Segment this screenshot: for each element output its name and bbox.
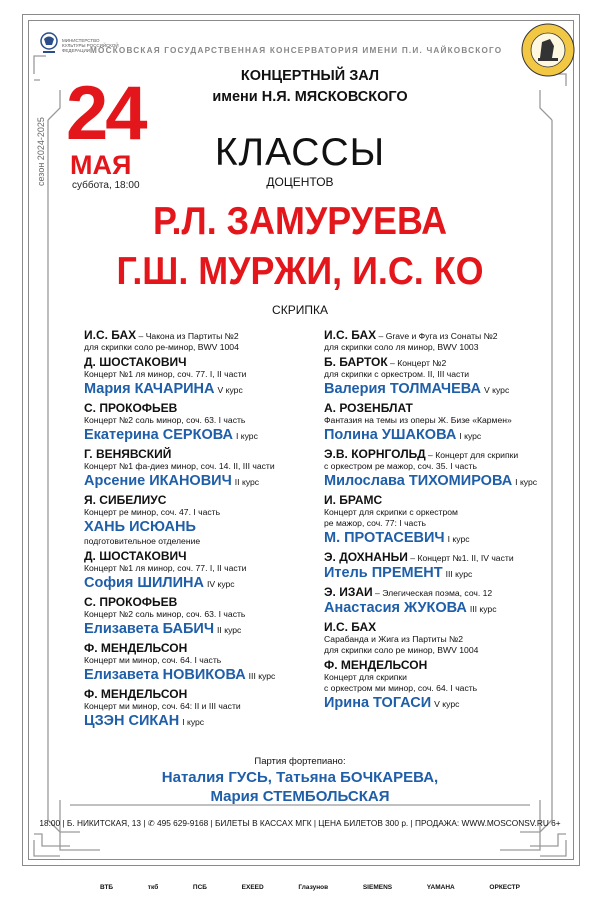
date-month: МАЯ (70, 150, 132, 180)
ministry-emblem-icon (38, 30, 60, 56)
performer-name: ЦЗЭН СИКАН (84, 713, 180, 729)
work-inline: – Элегическая поэма, соч. 12 (372, 588, 493, 598)
work-inline: – Концерт для скрипки (425, 450, 519, 460)
program-item (84, 687, 324, 731)
program-item (324, 658, 564, 713)
performer-name: Елизавета БАБИЧ (84, 621, 215, 637)
performer-course: V курс (217, 385, 243, 395)
performer-course: III курс (469, 604, 497, 614)
composer-line (324, 550, 564, 564)
composer-line (324, 328, 564, 342)
performer-name: Екатерина СЕРКОВА (84, 427, 233, 443)
hall-name-line1: КОНЦЕРТНЫЙ ЗАЛ (240, 68, 380, 84)
work-title: для скрипки соло ре минор, BWV 1004 (324, 645, 479, 655)
work-title: Концерт №1 фа-диез минор, соч. 14. II, III части (84, 461, 275, 471)
performer-name: София ШИЛИНА (84, 575, 204, 591)
program-item (84, 493, 324, 547)
performer-name: Валерия ТОЛМАЧЕВА (324, 381, 481, 397)
sponsor-logo: SIEMENS (362, 883, 393, 891)
composer-name: Б. БАРТОК (324, 355, 388, 369)
performer-line (324, 380, 564, 399)
work-title: для скрипки соло ре-минор, BWV 1004 (84, 342, 239, 352)
program-item (324, 355, 564, 399)
piano-performers (120, 768, 480, 806)
performer-name: Елизавета НОВИКОВА (84, 667, 246, 683)
composer-line (324, 493, 564, 507)
composer-name: Ф. МЕНДЕЛЬСОН (84, 687, 188, 701)
composer-line (324, 447, 564, 461)
program-item (84, 595, 324, 639)
work-title: Концерт ми минор, соч. 64: II и III части (84, 701, 241, 711)
composer-name: С. ПРОКОФЬЕВ (84, 595, 178, 609)
sponsor-logo: EXEED (241, 883, 264, 891)
composer-line (324, 355, 564, 369)
program-item (84, 447, 324, 491)
performer-course: I курс (182, 717, 205, 727)
performer-course: I курс (447, 534, 470, 544)
performer-course: I курс (459, 431, 482, 441)
performer-line (84, 574, 324, 593)
piano-line-2: Мария СТЕМБОЛЬСКАЯ (210, 788, 390, 805)
work-title: для скрипки с оркестром. II, III части (324, 369, 470, 379)
composer-line (84, 641, 324, 655)
page-subtitle: ДОЦЕНТОВ (266, 175, 334, 189)
performer-name: Полина УШАКОВА (324, 427, 457, 443)
composer-line (324, 658, 564, 672)
composer-line (84, 447, 324, 461)
performer-course: IV курс (206, 579, 235, 589)
performer-course: III курс (248, 671, 276, 681)
program-item (84, 328, 324, 353)
composer-name: И. БРАМС (324, 493, 383, 507)
performer-name: Милослава ТИХОМИРОВА (324, 473, 513, 489)
performer-line (84, 666, 324, 685)
composer-name: Э. ИЗАИ (324, 585, 373, 599)
instrument-label: СКРИПКА (272, 303, 328, 317)
work-title: Концерт №2 соль минор, соч. 63. I часть (84, 415, 246, 425)
performer-name: Анастасия ЖУКОВА (324, 600, 467, 616)
program-item (324, 585, 564, 618)
performer-name: Ирина ТОГАСИ (324, 695, 432, 711)
program-item (84, 401, 324, 445)
program-item (84, 355, 324, 399)
performer-line (84, 472, 324, 491)
composer-name: Г. ВЕНЯВСКИЙ (84, 447, 172, 461)
composer-name: Я. СИБЕЛИУС (84, 493, 167, 507)
performer-name: ХАНЬ ИСЮАНЬ (84, 519, 196, 535)
performer-course: II курс (234, 477, 260, 487)
conservatory-name: МОСКОВСКАЯ ГОСУДАРСТВЕННАЯ КОНСЕРВАТОРИЯ ИМЕНИ П.И. ЧАЙКОВСКОГО (90, 46, 503, 55)
work-title: Фантазия на темы из оперы Ж. Бизе «Кармен» (324, 415, 512, 425)
composer-name: Э. ДОХНАНЬИ (324, 550, 408, 564)
work-title: для скрипки соло ля минор, BWV 1003 (324, 342, 479, 352)
sponsor-logo: Глазунов (298, 883, 329, 891)
performer-line (324, 426, 564, 445)
info-line: 18:00 | Б. НИКИТСКАЯ, 13 | ✆ 495 629-9168 | БИЛЕТЫ В КАССАХ МГК | ЦЕНА БИЛЕТОВ 300 р. | ПРОДАЖА: WWW.MOSCONSV.RU 6+ (39, 818, 561, 828)
work-title: Концерт ре минор, соч. 47. I часть (84, 507, 221, 517)
composer-name: И.С. БАХ (84, 328, 137, 342)
program-item (84, 641, 324, 685)
ministry-text: МИНИСТЕРСТВО КУЛЬТУРЫ РОССИЙСКОЙ ФЕДЕРАЦИИ (62, 38, 119, 53)
composer-name: Д. ШОСТАКОВИЧ (84, 355, 187, 369)
sponsor-logo: ткб (147, 883, 159, 891)
piano-line-1: Наталия ГУСЬ, Татьяна БОЧКАРЕВА, (161, 769, 439, 786)
program-item (324, 328, 564, 353)
composer-name: Э.В. КОРНГОЛЬД (324, 447, 426, 461)
composer-line (324, 585, 564, 599)
work-inline: – Grave и Фуга из Сонаты №2 (376, 331, 498, 341)
program-item (324, 550, 564, 583)
work-inline: – Концерт №2 (387, 358, 447, 368)
teacher-line-1: Р.Л. ЗАМУРУЕВА (153, 200, 447, 243)
date-weekday-time: суббота, 18:00 (72, 180, 140, 191)
performer-line (324, 529, 564, 548)
composer-line (84, 493, 324, 507)
performer-course: V курс (434, 699, 460, 709)
program-item (84, 549, 324, 593)
performer-name: Арсение ИКАНОВИЧ (84, 473, 232, 489)
program-item (324, 493, 564, 548)
performer-line (84, 620, 324, 639)
composer-line (84, 355, 324, 369)
performer-line (84, 518, 324, 536)
page-title: КЛАССЫ (214, 131, 386, 174)
sponsor-logo: ПСБ (192, 883, 207, 891)
date-day-number: 24 (66, 71, 145, 156)
performer-line (324, 599, 564, 618)
sponsor-logo: YAMAHA (426, 883, 455, 891)
work-title: ре мажор, соч. 77: I часть (324, 518, 427, 528)
performer-note: подготовительное отделение (84, 536, 201, 546)
teacher-line-2: Г.Ш. МУРЖИ, И.С. КО (116, 250, 484, 293)
composer-line (84, 328, 324, 342)
program-item (324, 447, 564, 491)
composer-name: И.С. БАХ (324, 328, 377, 342)
composer-name: Ф. МЕНДЕЛЬСОН (84, 641, 188, 655)
performer-course: I курс (235, 431, 258, 441)
sponsor-logo: ВТБ (100, 883, 114, 891)
piano-label: Партия фортепиано: (254, 756, 346, 767)
sponsor-logo: ОРКЕСТР (489, 883, 520, 891)
composer-name: Д. ШОСТАКОВИЧ (84, 549, 187, 563)
performer-line (84, 426, 324, 445)
work-title: с оркестром ре мажор, соч. 35. I часть (324, 461, 477, 471)
performer-line (84, 712, 324, 731)
composer-name: И.С. БАХ (324, 620, 377, 634)
work-title: Концерт для скрипки (324, 672, 407, 682)
performer-line (324, 694, 564, 713)
composer-line (84, 549, 324, 563)
work-inline: – Концерт №1. II, IV части (407, 553, 514, 563)
performer-course: I курс (515, 477, 538, 487)
season-label: сезон 2024-2025 (36, 117, 46, 186)
performer-name: М. ПРОТАСЕВИЧ (324, 530, 445, 546)
composer-line (324, 401, 564, 415)
composer-name: Ф. МЕНДЕЛЬСОН (324, 658, 428, 672)
work-inline: – Чакона из Партиты №2 (136, 331, 239, 341)
work-title: Концерт №1 ля минор, соч. 77. I, II части (84, 563, 247, 573)
performer-name: Мария КАЧАРИНА (84, 381, 215, 397)
composer-line (324, 620, 564, 634)
performer-course: V курс (484, 385, 510, 395)
performer-line (324, 564, 564, 583)
performer-course: II курс (217, 625, 242, 635)
work-title: Концерт №1 ля минор, соч. 77. I, II части (84, 369, 247, 379)
composer-line (84, 595, 324, 609)
composer-name: С. ПРОКОФЬЕВ (84, 401, 178, 415)
composer-line (84, 687, 324, 701)
work-title: Концерт №2 соль минор, соч. 63. I часть (84, 609, 246, 619)
performer-line (84, 380, 324, 399)
composer-name: А. РОЗЕНБЛАТ (324, 401, 413, 415)
hall-name-line2: имени Н.Я. МЯСКОВСКОГО (212, 89, 408, 105)
conservatory-seal-icon (520, 22, 576, 78)
work-title: Концерт ми минор, соч. 64. I часть (84, 655, 222, 665)
program-item (324, 620, 564, 656)
work-title: Сарабанда и Жига из Партиты №2 (324, 634, 464, 644)
performer-line (324, 472, 564, 491)
program-left-column (84, 328, 324, 731)
performer-course: III курс (445, 569, 473, 579)
work-title: Концерт для скрипки с оркестром (324, 507, 458, 517)
program-right-column (324, 328, 564, 713)
sponsor-strip (100, 880, 520, 894)
performer-name: Итель ПРЕМЕНТ (324, 565, 443, 581)
work-title: с оркестром ми минор, соч. 64. I часть (324, 683, 478, 693)
composer-line (84, 401, 324, 415)
program-item (324, 401, 564, 445)
